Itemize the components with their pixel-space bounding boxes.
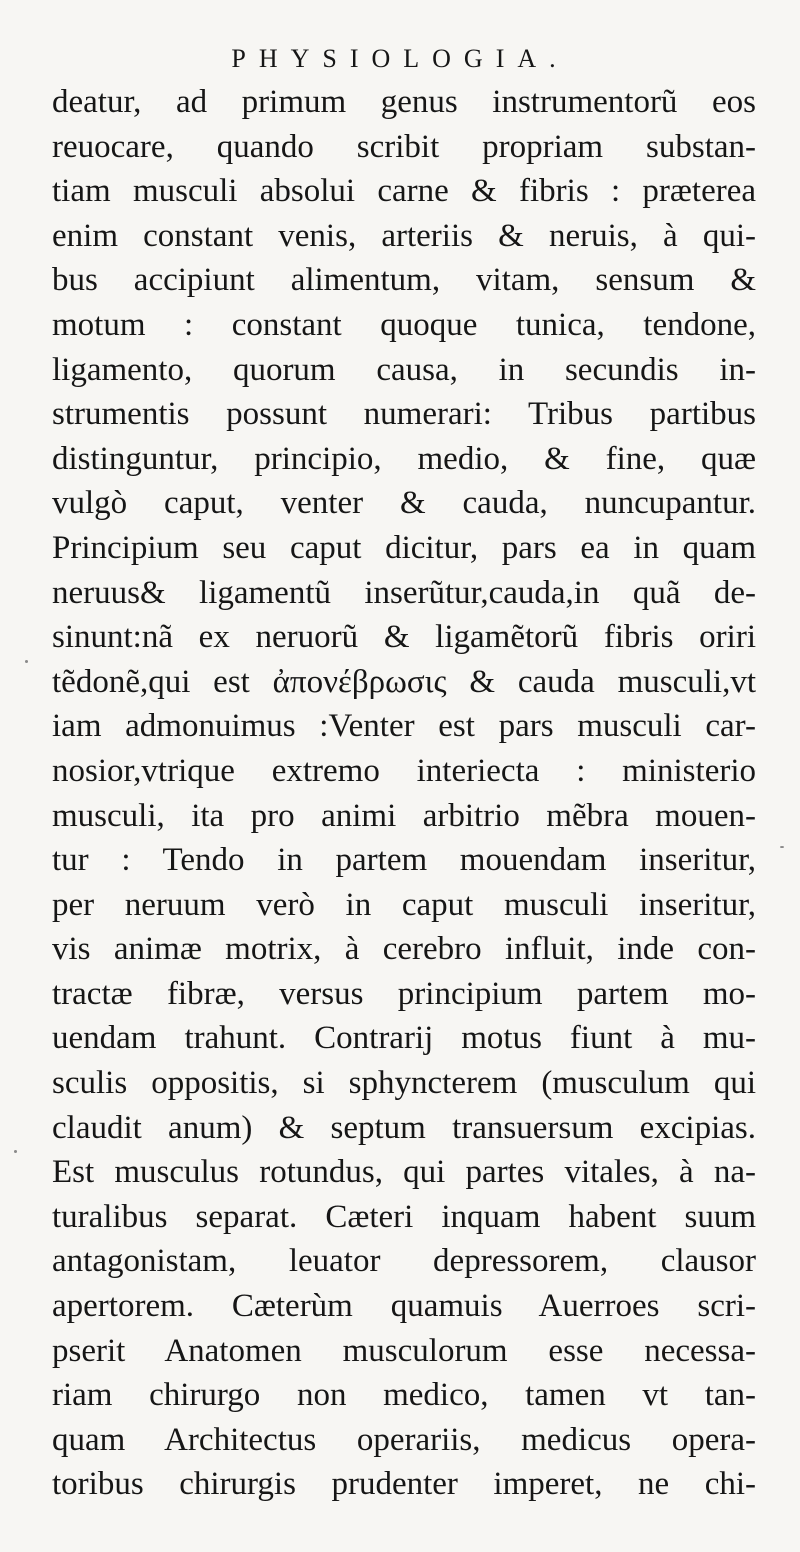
text-line: ligamento, quorum causa, in secundis in-	[52, 351, 756, 388]
text-line: tractæ fibræ, versus principium partem mo-	[52, 975, 756, 1012]
text-line: motum : constant quoque tunica, tendone,	[52, 306, 756, 343]
text-line: toribus chirurgis prudenter imperet, ne chi-	[52, 1466, 756, 1503]
text-line: tẽdonẽ,qui est ἀπονέβρωσις & cauda musculi,vt	[52, 663, 756, 700]
text-line: pserit Anatomen musculorum esse necessa-	[52, 1332, 756, 1369]
text-line: tur : Tendo in partem mouendam inseritur,	[52, 842, 756, 879]
text-line: vulgò caput, venter & cauda, nuncupantur.	[52, 485, 756, 522]
text-line: claudit anum) & septum transuersum excipias.	[52, 1109, 756, 1146]
ink-speck	[14, 1150, 17, 1153]
running-header: PHYSIOLOGIA.	[231, 44, 569, 73]
text-line: vis animæ motrix, à cerebro influit, inde con-	[52, 931, 756, 968]
text-line: tiam musculi absolui carne & fibris : præterea	[52, 173, 756, 210]
text-line: sculis oppositis, si sphyncterem (musculum qui	[52, 1065, 756, 1102]
text-line: riam chirurgo non medico, tamen vt tan-	[52, 1377, 756, 1414]
page-body-text	[52, 80, 756, 1507]
ink-speck	[25, 660, 28, 663]
text-line: quam Architectus operariis, medicus opera-	[52, 1421, 756, 1458]
text-line: uendam trahunt. Contrarij motus fiunt à mu-	[52, 1020, 756, 1057]
text-line: bus accipiunt alimentum, vitam, sensum &	[52, 262, 756, 299]
text-line: sinunt:nã ex neruorũ & ligamẽtorũ fibris oriri	[52, 619, 756, 656]
text-line: reuocare, quando scribit propriam substan-	[52, 128, 756, 165]
text-line: musculi, ita pro animi arbitrio mẽbra mouen-	[52, 797, 756, 834]
text-line: apertorem. Cæterùm quamuis Auerroes scri-	[52, 1288, 756, 1325]
ink-speck	[780, 846, 784, 848]
text-line: iam admonuimus :Venter est pars musculi car-	[52, 708, 756, 745]
text-line: deatur, ad primum genus instrumentorũ eos	[52, 84, 756, 120]
text-line: enim constant venis, arteriis & neruis, à qui-	[52, 217, 756, 254]
text-line: distinguntur, principio, medio, & fine, quæ	[52, 440, 756, 477]
text-line: turalibus separat. Cæteri inquam habent suum	[52, 1198, 756, 1235]
text-line: strumentis possunt numerari: Tribus partibus	[52, 396, 756, 433]
text-line: antagonistam, leuator depressorem, clausor	[52, 1243, 756, 1280]
text-line: nosior,vtrique extremo interiecta : ministerio	[52, 752, 756, 789]
text-line: neruus& ligamentũ inserũtur,cauda,in quã de-	[52, 574, 756, 611]
text-line: Principium seu caput dicitur, pars ea in quam	[52, 529, 756, 566]
text-line: per neruum verò in caput musculi inseritur,	[52, 886, 756, 923]
text-line: Est musculus rotundus, qui partes vitales, à na-	[52, 1154, 756, 1191]
